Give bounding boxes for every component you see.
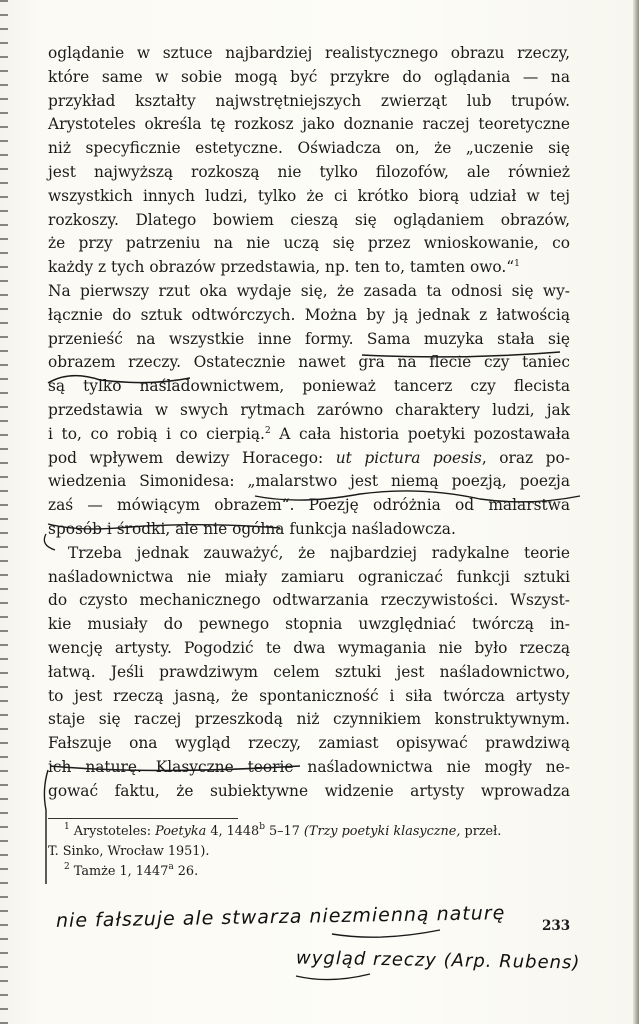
text-segment: i to, co robią i co cierpią. [48,424,265,443]
handwritten-note-line-1: nie fałszuje ale stwarza niezmienną naturę [55,902,506,932]
text-line: naśladownictwa nie miały zamiaru ograniczać funkcji sztuki [48,567,570,586]
handwritten-note-line-2: wygląd rzeczy (Arp. Rubens) [295,947,581,974]
text-line: obrazem rzeczy. Ostatecznie nawet gra na flecie czy taniec [48,353,570,372]
footnote-italic: (Trzy poetyki klasyczne, [303,824,461,839]
text-line: są tylko naśladownictwem, ponieważ tancerz czy flecista [48,377,570,396]
text-line: łatwą. Jeśli prawdziwym celem sztuki jest naśladownictwo, [48,662,570,681]
underline-niezmienna [332,930,440,937]
underline-wyglad [296,974,370,980]
footnote-sup: a [168,862,174,872]
text-line: przedstawia w swych rytmach zarówno charaktery ludzi, jak [48,400,570,419]
text-line: rozkoszy. Dlatego bowiem cieszą się oglądaniem obrazów, [48,210,570,229]
text-line: przenieść na wszystkie inne formy. Sama muzyka stała się [48,329,570,348]
footnote-mark: 2 [64,862,70,872]
text-line: ich naturę. Klasyczne teorie naśladownictwa nie mogły ne- [48,757,570,776]
text-line: do czysto mechanicznego odtwarzania rzeczywistości. Wszyst- [48,591,570,610]
text-line: sposób i środki, ale nie ogólna funkcja naśladowcza. [48,519,456,538]
page-edge [633,0,639,1024]
footnote-divider [48,818,238,819]
italic-quote: ut pictura poesis [335,448,482,467]
footnote-text: 5–17 [264,824,304,839]
footnote-text: Tamże 1, 1447 [69,864,169,879]
text-line: Na pierwszy rzut oka wydaje się, że zasada ta odnosi się wy- [48,281,570,300]
text-line: przykład kształty najwstrętniejszych zwierząt lub trupów. [48,91,570,110]
main-text [48,42,570,804]
footnote-2 [48,862,570,882]
page-number: 233 [542,918,571,934]
text-line-with-italic [48,447,570,471]
text-segment: każdy z tych obrazów przedstawia, np. ten to, tamten owo.“ [48,258,515,277]
text-line: że przy patrzeniu na nie uczą się przez wnioskowanie, co [48,234,570,253]
footnotes [48,822,570,882]
text-line: zaś — mówiącym obrazem“. Poezję odróżnia od malarstwa [48,496,570,515]
footnote-text: przeł. [460,824,502,839]
footnote-text: Arystoteles: [69,824,156,839]
text-line: które same w sobie mogą być przykre do oglądania — na [48,67,570,86]
footnote-ref-2[interactable]: 2 [264,425,271,436]
text-line: Arystoteles określa tę rozkosz jako doznanie raczej teoretyczne [48,115,570,134]
footnote-title: Poetyka [155,824,207,839]
text-segment: , oraz po- [481,448,570,467]
text-line: wiedzenia Simonidesa: „malarstwo jest niemą poezją, poezja [48,472,570,491]
text-line: staje się raczej przeszkodą niż czynnikiem konstruktywnym. [48,710,570,729]
footnote-ref-1[interactable]: 1 [514,259,520,270]
text-line: gować faktu, że subiektywne widzenie artysty wprowadza [48,781,570,800]
text-line-with-footnote [48,423,570,447]
text-line: to jest rzeczą jasną, że spontaniczność i siła twórcza artysty [48,686,570,705]
text-line-with-footnote [48,256,570,280]
text-line: kie musiały do pewnego stopnia uwzględniać twórczą in- [48,615,570,634]
text-line: wencję artysty. Pogodzić te dwa wymagania nie było rzeczą [48,638,570,657]
text-line: Fałszuje ona wygląd rzeczy, zamiast opisywać prawdziwą [48,734,570,753]
spine-binding [0,0,8,1024]
paragraph-start: Trzeba jednak zauważyć, że najbardziej radykalne teorie [68,543,570,562]
text-line: wszystkich innych ludzi, tylko że ci krótko biorą udział w tej [48,186,570,205]
text-line: oglądanie w sztuce najbardziej realistycznego obrazu rzeczy, [48,44,570,62]
text-line: jest najwyższą rozkoszą nie tylko filozofów, ale również [48,162,570,181]
footnote-text: 4, 1448 [206,824,260,839]
text-segment: pod wpływem dewizy Horacego: [48,448,336,467]
text-segment: A cała historia poetyki pozostawała [270,424,570,443]
footnote-1 [48,822,570,842]
text-line: łącznie do sztuk odtwórczych. Można by ją jednak z łatwością [48,305,570,324]
footnote-sup: b [259,822,265,832]
text-line: niż specyficznie estetyczne. Oświadcza on, że „uczenie się [48,139,570,158]
footnote-mark: 1 [64,822,70,832]
footnote-1-cont: T. Sinko, Wrocław 1951). [48,844,210,859]
footnote-text: 26. [173,864,199,879]
